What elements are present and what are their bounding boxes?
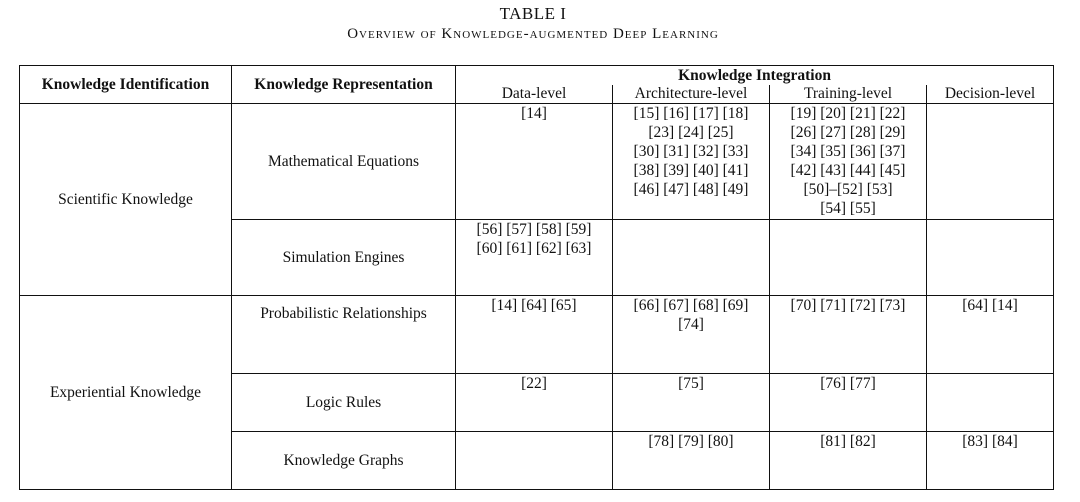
architecture-level-cell (613, 296, 770, 374)
citation-line: [50]–[52] [53] (803, 181, 893, 199)
citation-line: [42] [43] [44] [45] (790, 162, 906, 180)
table-title: Overview of Knowledge-augmented Deep Learning (347, 26, 719, 42)
data-level-cell (456, 374, 613, 431)
architecture-level-cell (613, 104, 770, 220)
citation-line: [23] [24] [25] (648, 124, 734, 142)
training-level-cell (770, 296, 927, 374)
header-data-level: Data-level (456, 85, 613, 104)
header-training-level: Training-level (770, 85, 927, 104)
decision-level-cell (927, 296, 1054, 374)
header-knowledge-representation: Knowledge Representation (232, 66, 456, 104)
citation-line: [83] [84] (962, 432, 1018, 450)
citation-line: [30] [31] [32] [33] (633, 143, 749, 161)
citation-line: [74] (678, 316, 704, 334)
representation-cell: Logic Rules (232, 374, 456, 431)
citation-line: [70] [71] [72] [73] (790, 297, 906, 315)
representation-cell: Simulation Engines (232, 219, 456, 295)
citation-line: [76] [77] (820, 375, 876, 393)
data-level-cell (456, 296, 613, 374)
architecture-level-cell (613, 431, 770, 489)
citation-line: [14] (521, 105, 547, 123)
architecture-level-cell (613, 219, 770, 295)
decision-level-cell (927, 219, 1054, 295)
citation-line: [26] [27] [28] [29] (790, 124, 906, 142)
citation-line: [56] [57] [58] [59] (476, 220, 592, 238)
citation-line: [75] (678, 375, 704, 393)
training-level-cell (770, 219, 927, 295)
decision-level-cell (927, 374, 1054, 431)
data-level-cell (456, 219, 613, 295)
citation-line: [78] [79] [80] (648, 432, 734, 450)
citation-line: [14] [64] [65] (491, 297, 577, 315)
citation-line: [19] [20] [21] [22] (790, 105, 906, 123)
data-level-cell (456, 104, 613, 220)
training-level-cell (770, 104, 927, 220)
citation-line: [22] (521, 375, 547, 393)
header-knowledge-integration: Knowledge Integration (456, 66, 1054, 85)
data-level-cell (456, 431, 613, 489)
header-decision-level: Decision-level (927, 85, 1054, 104)
architecture-level-cell (613, 374, 770, 431)
representation-cell: Probabilistic Relationships (232, 296, 456, 374)
table-row (20, 104, 1054, 220)
citation-line: [60] [61] [62] [63] (476, 239, 592, 257)
citation-line: [46] [47] [48] [49] (633, 181, 749, 199)
decision-level-cell (927, 104, 1054, 220)
citation-line: [66] [67] [68] [69] (633, 297, 749, 315)
decision-level-cell (927, 431, 1054, 489)
citation-line: [15] [16] [17] [18] (633, 105, 749, 123)
representation-cell: Knowledge Graphs (232, 431, 456, 489)
knowledge-table (19, 65, 1054, 490)
group-scientific-knowledge: Scientific Knowledge (20, 104, 232, 296)
citation-line: [81] [82] (820, 432, 876, 450)
group-experiential-knowledge: Experiential Knowledge (20, 296, 232, 490)
representation-cell: Mathematical Equations (232, 104, 456, 220)
training-level-cell (770, 374, 927, 431)
citation-line: [38] [39] [40] [41] (633, 162, 749, 180)
table-label: TABLE I (499, 4, 567, 23)
training-level-cell (770, 431, 927, 489)
header-row-top (20, 66, 1054, 85)
header-knowledge-identification: Knowledge Identification (20, 66, 232, 104)
table-row (20, 296, 1054, 374)
citation-line: [54] [55] (820, 200, 876, 218)
citation-line: [34] [35] [36] [37] (790, 143, 906, 161)
citation-line: [64] [14] (962, 297, 1018, 315)
header-architecture-level: Architecture-level (613, 85, 770, 104)
